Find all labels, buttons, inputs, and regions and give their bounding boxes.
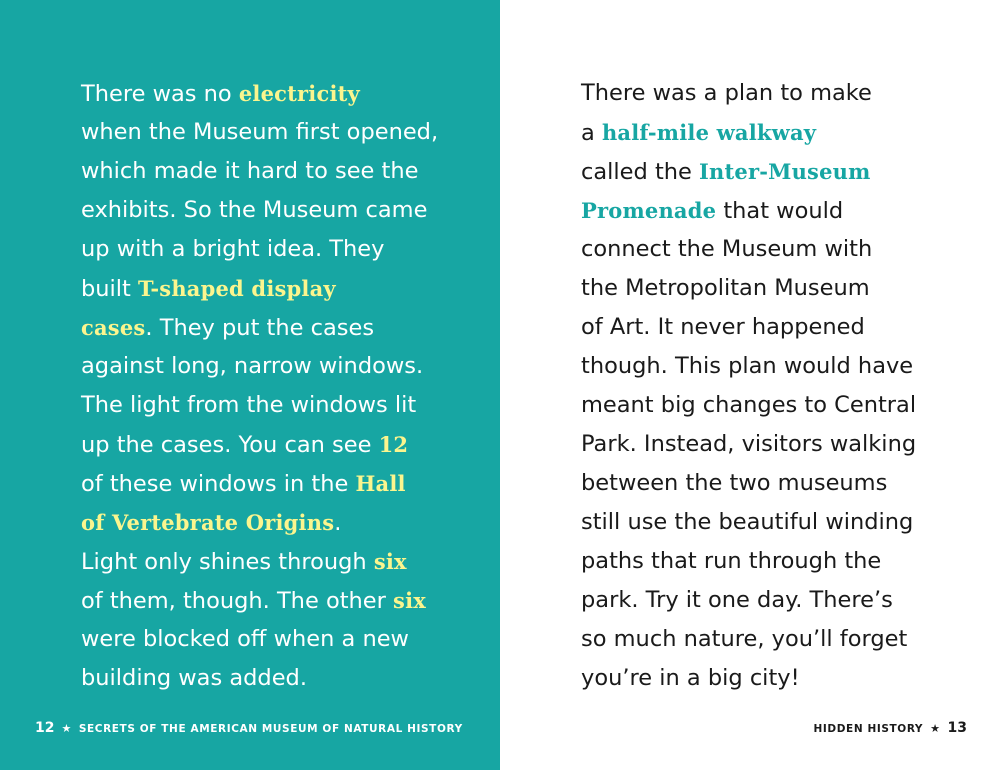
text-segment: Light only shines through: [81, 549, 374, 575]
text-segment: exhibits. So the Museum came: [81, 197, 428, 223]
highlighted-term: six: [393, 588, 426, 613]
text-line: [81, 581, 438, 620]
right-page-footer: [814, 720, 967, 736]
text-line: [81, 464, 438, 503]
highlighted-term: cases: [81, 315, 146, 340]
text-segment: between the two museums: [581, 470, 888, 496]
text-line: [581, 464, 916, 503]
text-segment: The light from the windows lit: [81, 392, 417, 418]
right-page: [500, 0, 1000, 770]
text-segment: of them, though. The other: [81, 588, 394, 614]
text-segment: of these windows in the: [81, 471, 356, 497]
text-line: [581, 269, 916, 308]
text-line: [581, 542, 916, 581]
text-segment: though. This plan would have: [581, 353, 914, 379]
text-segment: called the: [581, 159, 700, 185]
text-segment: Park. Instead, visitors walking: [581, 431, 917, 457]
star-icon: ★: [61, 722, 72, 735]
text-line: [81, 269, 438, 308]
text-line: [81, 386, 438, 425]
text-line: [581, 74, 916, 113]
text-line: [581, 659, 916, 698]
text-segment: which made it hard to see the: [81, 158, 419, 184]
text-segment: .: [334, 510, 342, 536]
text-segment: meant big changes to Central: [581, 392, 917, 418]
text-segment: of Art. It never happened: [581, 314, 865, 340]
text-segment: the Metropolitan Museum: [581, 275, 870, 301]
text-line: [81, 425, 438, 464]
text-segment: up with a bright idea. They: [81, 236, 385, 262]
text-line: [581, 620, 916, 659]
text-segment: were blocked off when a new: [81, 626, 409, 652]
text-segment: There was a plan to make: [581, 80, 872, 106]
text-segment: connect the Museum with: [581, 236, 873, 262]
page-number: 12: [35, 720, 55, 736]
text-line: [81, 620, 438, 659]
text-line: [81, 113, 438, 152]
highlighted-term: Hall: [355, 471, 406, 496]
text-line: [581, 386, 916, 425]
text-segment: that would: [716, 198, 844, 224]
text-line: [81, 308, 438, 347]
star-icon: ★: [930, 722, 941, 735]
page-number: 13: [947, 720, 967, 736]
right-page-body: [581, 74, 916, 698]
text-segment: still use the beautiful winding: [581, 509, 914, 535]
highlighted-term: of Vertebrate Origins: [81, 510, 335, 535]
running-title: SECRETS OF THE AMERICAN MUSEUM OF NATURAL HISTORY: [78, 723, 463, 735]
highlighted-term: T-shaped display: [138, 276, 336, 301]
text-line: [581, 425, 916, 464]
text-segment: . They put the cases: [145, 315, 375, 341]
left-page-body: [81, 74, 438, 698]
text-line: [81, 74, 438, 113]
text-segment: paths that run through the: [581, 548, 882, 574]
text-segment: when the Museum first opened,: [81, 119, 439, 145]
text-segment: park. Try it one day. There’s: [581, 587, 893, 613]
highlighted-term: Promenade: [581, 198, 717, 223]
text-line: [581, 113, 916, 152]
highlighted-term: 12: [378, 432, 409, 457]
text-segment: built: [81, 276, 139, 302]
text-segment: you’re in a big city!: [581, 665, 800, 691]
highlighted-term: Inter-Museum: [699, 159, 871, 184]
text-line: [81, 542, 438, 581]
text-segment: There was no: [81, 81, 239, 107]
text-line: [81, 659, 438, 698]
text-line: [81, 191, 438, 230]
text-line: [81, 152, 438, 191]
text-line: [581, 503, 916, 542]
text-line: [81, 503, 438, 542]
text-line: [581, 152, 916, 191]
left-page-footer: [35, 720, 463, 736]
text-segment: against long, narrow windows.: [81, 353, 424, 379]
running-title: HIDDEN HISTORY: [813, 723, 924, 735]
text-line: [581, 191, 916, 230]
highlighted-term: six: [373, 549, 407, 574]
text-segment: up the cases. You can see: [81, 432, 379, 458]
highlighted-term: electricity: [238, 81, 360, 106]
highlighted-term: half-mile walkway: [601, 120, 817, 145]
text-line: [581, 230, 916, 269]
text-line: [81, 347, 438, 386]
text-line: [581, 308, 916, 347]
text-segment: building was added.: [81, 665, 307, 691]
text-line: [81, 230, 438, 269]
text-line: [581, 581, 916, 620]
text-line: [581, 347, 916, 386]
text-segment: so much nature, you’ll forget: [581, 626, 908, 652]
text-segment: a: [581, 120, 602, 146]
